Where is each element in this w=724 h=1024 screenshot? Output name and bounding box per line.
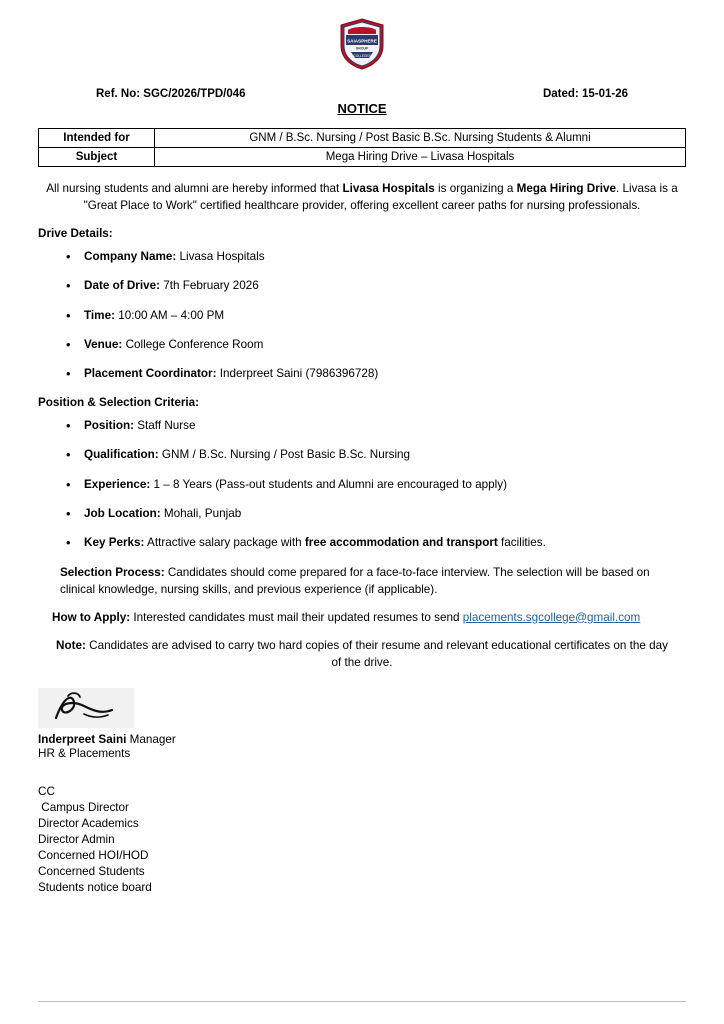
cc-block	[38, 784, 686, 897]
item-value: Inderpreet Saini (7986396728)	[216, 367, 379, 381]
item-value: 1 – 8 Years (Pass-out students and Alumni are encouraged to apply)	[150, 477, 507, 491]
item-value: 7th February 2026	[160, 279, 259, 293]
signature-block	[38, 688, 686, 760]
intro-part1: All nursing students and alumni are hereby informed that	[46, 182, 343, 195]
meta-label-intended-for: Intended for	[39, 129, 155, 148]
cc-item: Director Admin	[38, 832, 115, 846]
item-label: Time:	[84, 308, 115, 322]
item-value-pre: Attractive salary package with	[144, 536, 305, 550]
item-value-post: facilities.	[497, 536, 546, 550]
list-item	[84, 418, 686, 434]
item-value: Mohali, Punjab	[160, 506, 242, 520]
svg-text:COLLEGES: COLLEGES	[353, 53, 371, 58]
item-label: Job Location:	[84, 506, 161, 520]
item-label: Key Perks:	[84, 536, 145, 550]
item-label: Venue:	[84, 338, 123, 352]
list-item	[84, 506, 686, 522]
item-label: Position:	[84, 418, 134, 432]
intro-part3: . Livasa is a "Great Place to Work" certified healthcare provider, offering excellent career paths for nursing professionals.	[83, 182, 678, 212]
cc-item: Campus Director	[38, 800, 129, 814]
list-item	[84, 278, 686, 294]
page-title: NOTICE	[337, 101, 387, 116]
how-to-apply-text: Interested candidates must mail their updated resumes to send	[130, 610, 463, 624]
item-label: Company Name:	[84, 249, 177, 263]
list-item	[84, 477, 686, 493]
how-to-apply-paragraph	[38, 610, 686, 627]
item-label: Experience:	[84, 477, 151, 491]
notice-date: Dated: 15-01-26	[542, 88, 628, 100]
item-label: Qualification:	[84, 448, 159, 462]
list-item	[84, 535, 686, 551]
item-value: 10:00 AM – 4:00 PM	[114, 308, 225, 322]
list-item	[84, 249, 686, 265]
meta-value-intended-for: GNM / B.Sc. Nursing / Post Basic B.Sc. Nursing Students & Alumni	[155, 129, 686, 148]
signature-department: HR & Placements	[38, 746, 131, 760]
intro-bold2: Mega Hiring Drive	[516, 182, 617, 195]
list-item	[84, 447, 686, 463]
meta-table	[38, 128, 686, 167]
item-value: GNM / B.Sc. Nursing / Post Basic B.Sc. Nursing	[158, 448, 411, 462]
selection-process-paragraph	[38, 565, 686, 599]
footer-divider	[38, 1001, 686, 1002]
table-row	[39, 148, 686, 167]
svg-text:GROUP: GROUP	[355, 46, 369, 51]
reference-number: Ref. No: SGC/2026/TPD/046	[96, 88, 246, 100]
reference-row	[38, 88, 686, 100]
item-value: Livasa Hospitals	[176, 249, 265, 263]
intro-bold1: Livasa Hospitals	[342, 182, 435, 195]
list-item	[84, 308, 686, 324]
signature-role: Manager	[126, 732, 176, 746]
email-link[interactable]: placements.sgcollege@gmail.com	[462, 610, 641, 624]
list-item	[84, 337, 686, 353]
section-heading-position-criteria: Position & Selection Criteria:	[38, 395, 200, 409]
signature-name: Inderpreet Saini	[38, 732, 127, 746]
cc-item: Concerned HOI/HOD	[38, 849, 149, 863]
svg-text:SAIASPHERE: SAIASPHERE	[347, 38, 377, 44]
cc-item: Concerned Students	[38, 865, 145, 879]
cc-heading: CC	[38, 784, 55, 798]
logo-container	[38, 10, 686, 74]
meta-value-subject: Mega Hiring Drive – Livasa Hospitals	[155, 148, 686, 167]
item-label: Placement Coordinator:	[84, 367, 217, 381]
drive-details-list	[38, 249, 686, 383]
note-paragraph	[38, 638, 686, 672]
how-to-apply-label: How to Apply:	[52, 610, 131, 624]
cc-item: Director Academics	[38, 816, 139, 830]
item-value: Staff Nurse	[134, 418, 196, 432]
table-row	[39, 129, 686, 148]
cc-item: Students notice board	[38, 881, 152, 895]
signature-name-line	[38, 733, 686, 746]
note-label: Note:	[56, 638, 86, 652]
intro-part2: is organizing a	[434, 182, 517, 195]
selection-process-text: Candidates should come prepared for a face-to-face interview. The selection will be based on clinical knowledge, nursing skills, and previous experience (if applicable).	[60, 565, 650, 596]
item-value: College Conference Room	[122, 338, 264, 352]
list-item	[84, 366, 686, 382]
intro-paragraph	[40, 181, 684, 215]
college-crest-logo	[339, 18, 385, 70]
note-text: Candidates are advised to carry two hard copies of their resume and relevant educational certificates on the day of the drive.	[85, 638, 668, 669]
item-value-bold: free accommodation and transport	[304, 536, 498, 550]
item-label: Date of Drive:	[84, 279, 160, 293]
position-criteria-list	[38, 418, 686, 552]
selection-process-label: Selection Process:	[60, 565, 165, 579]
handwritten-signature	[38, 688, 134, 728]
meta-label-subject: Subject	[39, 148, 155, 167]
section-heading-drive-details: Drive Details:	[38, 226, 113, 240]
